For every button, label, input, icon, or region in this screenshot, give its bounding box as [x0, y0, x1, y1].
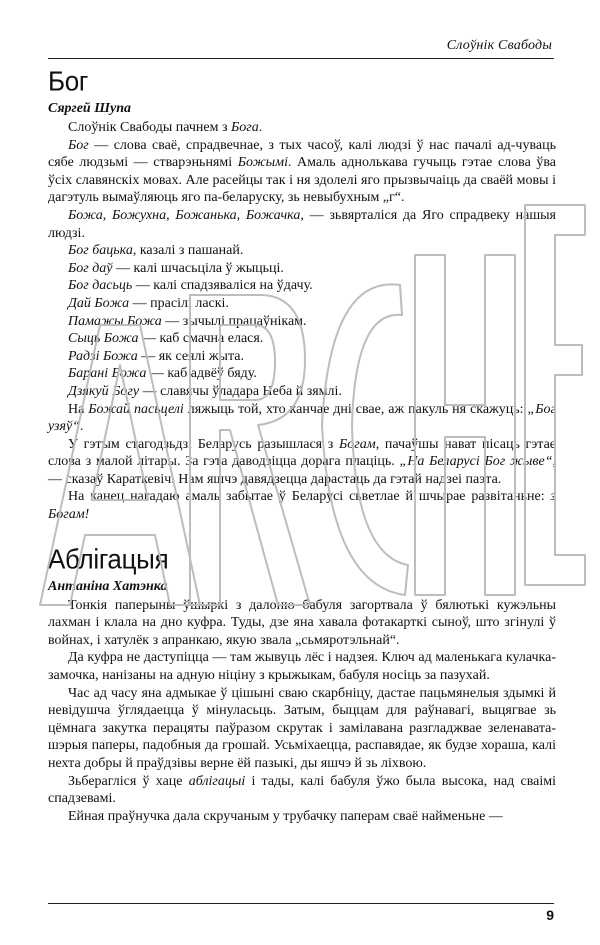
text-run: ляжыць той, хто канчае дні свае, аж пакуль ня скажуць: [183, 401, 528, 417]
italic-run: Бог дасьць [68, 278, 133, 294]
text-run: — славячы ўладара Неба й зямлі. [139, 383, 342, 399]
paragraph [48, 773, 556, 808]
paragraph [48, 488, 556, 523]
text-run: — калі спадзяваліся на ўдачу. [132, 278, 313, 294]
page-number: 9 [546, 907, 554, 923]
paragraph [48, 597, 556, 650]
text-run: Слоўнік Свабоды пачнем з [68, 120, 232, 135]
italic-run: Бог бацька [68, 243, 133, 259]
text-run: і тады, калі бабуля ўжо была высока, над сваімі спадзевамі. [48, 773, 557, 807]
paragraph [48, 313, 556, 331]
paragraph [48, 242, 556, 260]
paragraph [48, 330, 556, 348]
article-section [48, 66, 556, 524]
paragraph [48, 383, 556, 401]
paragraph [48, 207, 556, 242]
italic-run: „На Беларусі Бог жыве“ [399, 454, 553, 470]
top-rule [48, 58, 554, 59]
paragraph [48, 365, 556, 383]
text-run: На канец нагадаю амаль забытае ў Беларусі сьветлае й шчырае развітаньне: [68, 489, 551, 505]
italic-run: Радзі Божа [68, 348, 138, 364]
text-run: — каб смачна елася. [138, 331, 264, 347]
article-title: Бог [48, 65, 89, 97]
italic-run: Богам [339, 436, 376, 452]
italic-run: Бога [231, 120, 259, 135]
text-run: Ейная праўнучка дала скручаным у трубачку паперам сваё найменьне — [68, 808, 503, 824]
paragraph [48, 277, 556, 295]
paragraph [48, 260, 556, 278]
text-run: — каб адвёў бяду. [146, 366, 257, 382]
italic-run: Божа, Божухна, Божанька, Божачка [68, 207, 301, 223]
italic-run: Дай Божа [68, 295, 130, 311]
italic-run: „Бог узяў“ [48, 401, 557, 435]
italic-run: Барані Божа [68, 366, 147, 382]
text-run: , — зьвярталіся да Яго спрадвеку нашыя людзі. [48, 207, 556, 241]
text-run: , — сказаў Караткевіч. Нам яшчэ давядзецца дарастаць да гэтай надзеі паэта. [48, 454, 556, 487]
paragraph [48, 348, 556, 366]
text-run: , казалі з пашанай. [132, 243, 244, 259]
text-run: , пачаўшы нават пісаць гэтае слова з малой літары. За гэта даводзіцца дорага плаціць. [48, 436, 557, 470]
article-section [48, 544, 556, 826]
text-run: — як сеялі жыта. [137, 348, 244, 364]
italic-run: Божай пасьцелі [88, 401, 184, 417]
running-title: Слоўнік Свабоды [446, 38, 552, 53]
text-run: Час ад часу яна адмыкае ў цішыні сваю скарбніцу, дастае пацьмянелыя здымкі й невідушча ўглядаецца ў мінуласьць. Затым, быццам для раўнавагі, выцягвае зь цёмнага закутка перацяты паўразом скрутак і замілавана разгладжвае зеленавата-шэрыя паперы, падобныя да грошай. Усьміхаецца, распавядае, як будзе хораша, калі нехта добры й праўдзівы верне ёй пазыкі, ды яшчэ й зь ліхвою. [48, 685, 556, 771]
italic-run: Памажы Божа [68, 313, 162, 329]
text-run: — зычылі працаўнікам. [161, 313, 307, 329]
text-run: Тонкія паперыны ўшыркі з далоню бабуля загортвала ў бялютькі кужэльны лахман і клала на дно куфра. Туды, дзе яна хавала фотакарткі сыноў, што згінулі ў войнах, і хатулёк з апранкаю, якую звала „сьмяротэльнай“. [48, 597, 556, 648]
text-run: У гэтым стагодзьдзі Беларусь разышлася з [68, 436, 340, 452]
italic-run: Бог даў [68, 260, 113, 276]
italic-run: Бог [68, 137, 89, 153]
text-run: — калі шчасьціла ў жыцьці. [112, 260, 284, 276]
paragraph [48, 401, 556, 436]
page-content [48, 66, 556, 825]
paragraph [48, 295, 556, 313]
text-run: . [80, 419, 84, 435]
paragraph [48, 119, 556, 137]
bottom-rule [48, 903, 554, 904]
italic-run: Дзякуй Богу [68, 383, 140, 399]
italic-run: Сыць Божа [68, 331, 139, 347]
italic-run: з Богам! [48, 489, 556, 523]
paragraph [48, 436, 556, 489]
article-author: Антаніна Хатэнка [48, 578, 168, 594]
article-author: Сяргей Шупа [48, 101, 131, 116]
paragraph [48, 685, 556, 773]
text-run: Да куфра не даступіцца — там жывуць лёс і надзея. Ключ ад маленькага кулачка-замочка, нанізаны на адную ніціну з крыжыкам, бабуля носіць за пазухай. [48, 650, 556, 684]
paragraph [48, 649, 556, 684]
paragraph [48, 137, 556, 207]
text-run: На [68, 401, 89, 417]
paragraph [48, 808, 556, 826]
text-run: — слова сваё, спрадвечнае, з тых часоў, калі людзі ў нас пачалі ад-чуваць сябе людзьмі — стварэньнямі [48, 137, 556, 171]
text-run: Зьберагліся ў хаце [68, 773, 189, 789]
text-run: . [258, 120, 263, 135]
text-run: — прасілі ласкі. [129, 295, 229, 311]
italic-run: аблігацыі [188, 773, 246, 789]
article-title: Аблігацыя [48, 542, 169, 575]
italic-run: Божымі [237, 155, 288, 171]
text-run: . Амаль аднолькава гучыць гэтае слова ўва ўсіх славянскіх мовах. Але расейцы так і ня здолелі яго прызвычаіць да сваёй мовы і дагэтуль вымаўляюць яго па-беларуску, зь невыбухным „г“. [48, 155, 557, 206]
